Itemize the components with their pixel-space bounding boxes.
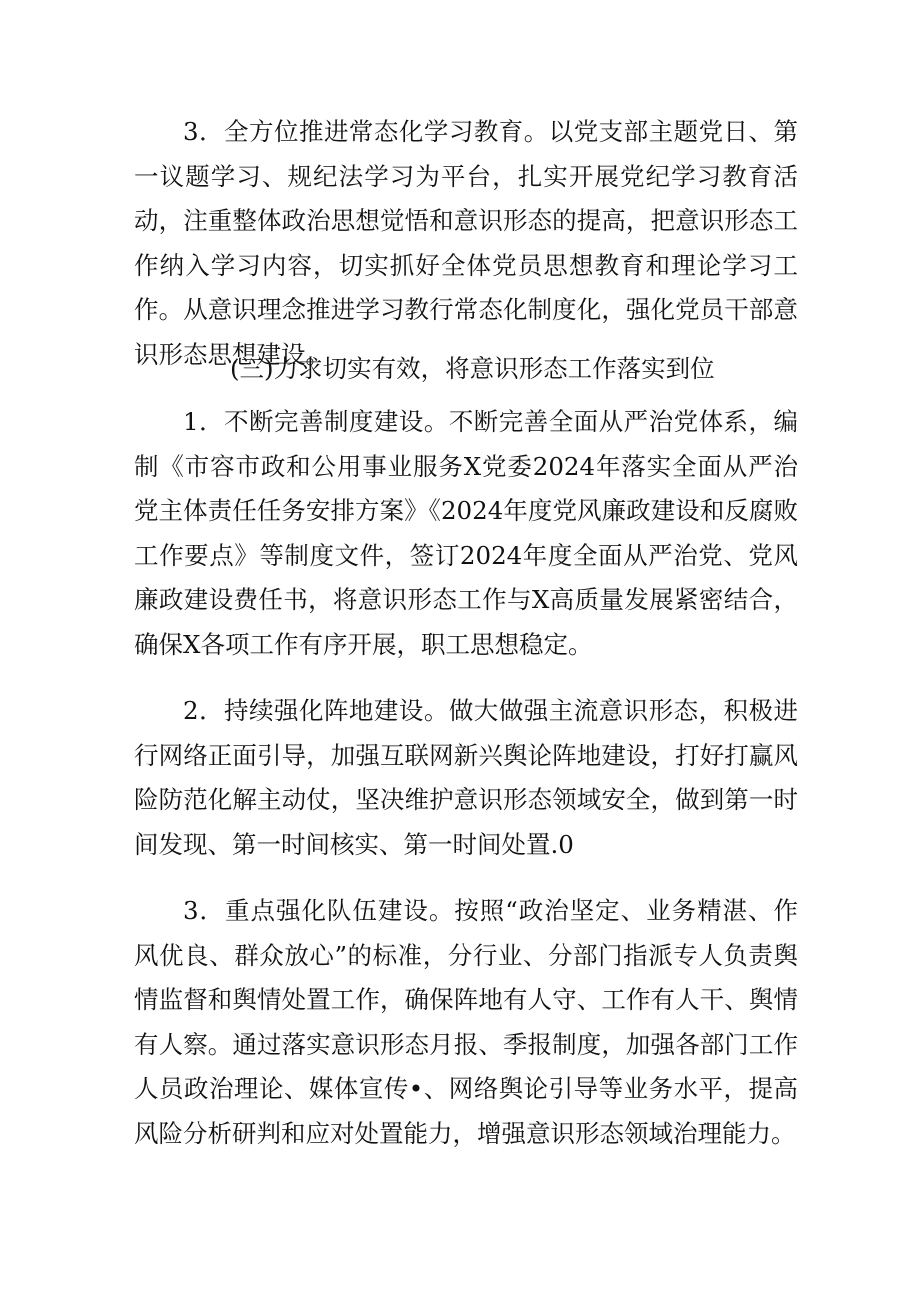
text-block-1	[134, 110, 798, 377]
text-block-3	[134, 689, 798, 867]
paragraph-study-education: 3．全方位推进常态化学习教育。以党支部主题党日、第一议题学习、规纪法学习为平台，扎实开展党纪学习教育活动，注重整体政治思想觉悟和意识形态的提高，把意识形态工作纳入学习内容，切实抓好全体党员思想教育和理论学习工作。从意识理念推进学习教行常态化制度化，强化党员干部意识形态思想建设。	[134, 117, 798, 369]
text-block-4	[134, 889, 798, 1156]
paragraph-system-building: 1．不断完善制度建设。不断完善全面从严治党体系，编制《市容市政和公用事业服务X党委2024年落实全面从严治党主体责任任务安排方案》《2024年度党风廉政建设和反腐败工作要点》等制度文件，签订2024年度全面从严治党、党风廉政建设费任书，将意识形态工作与X高质量发展紧密结合，确保X各项工作有序开展，职工思想稳定。	[134, 407, 798, 659]
paragraph-position-building: 2．持续强化阵地建设。做大做强主流意识形态，积极进行网络正面引导，加强互联网新兴舆论阵地建设，打好打赢风险防范化解主动仗，坚决维护意识形态领域安全，做到第一时间发现、第一时间核实、第一时间处置.0	[134, 696, 798, 859]
section-heading-3: (三)力求切实有效，将意识形态工作落实到位	[230, 354, 715, 383]
paragraph-team-building: 3．重点强化队伍建设。按照“政治坚定、业务精湛、作风优良、群众放心”的标准，分行业、分部门指派专人负责舆情监督和舆情处置工作，确保阵地有人守、工作有人干、舆情有人察。通过落实意识形态月报、季报制度，加强各部门工作人员政治理论、媒体宣传•、网络舆论引导等业务水平，提高风险分析研判和应对处置能力，增强意识形态领域治理能力。	[134, 896, 798, 1148]
text-block-2	[134, 400, 798, 667]
